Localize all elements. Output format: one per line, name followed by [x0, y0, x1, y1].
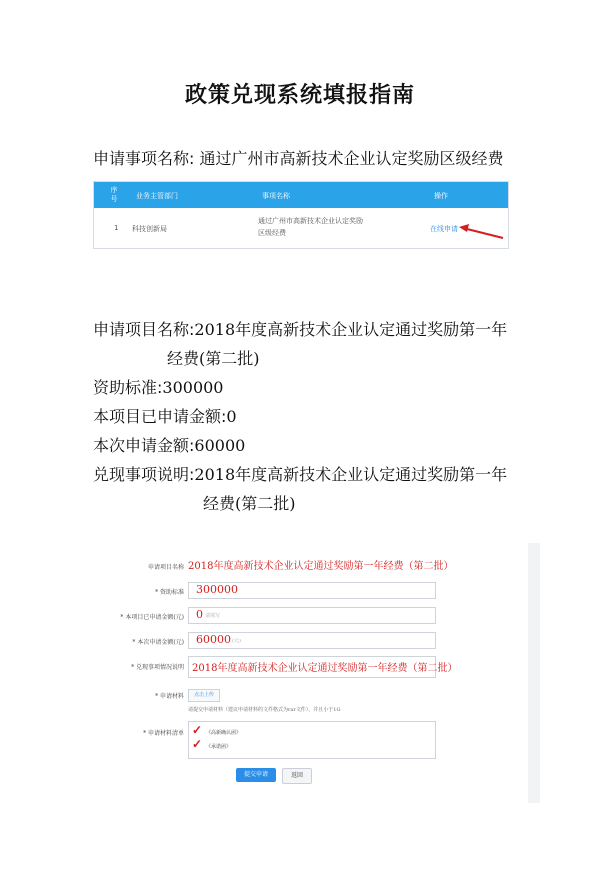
header-seq: 序号: [110, 186, 118, 203]
form-current-label: * 本次申请金额(元): [132, 639, 184, 646]
row-name-1: 通过广州市高新技术企业认定奖励: [258, 217, 363, 225]
header-op: 操作: [434, 192, 448, 200]
items-table: [93, 181, 509, 249]
project-value-2: 经费(第二批): [167, 349, 260, 368]
check-icon: ✓: [192, 737, 203, 751]
red-arrow-icon: [455, 220, 505, 242]
checklist-box: [188, 721, 436, 759]
upload-note: 请提交申请材料（建议申请材料的文件格式为rar文件），并且小于1G: [188, 707, 341, 713]
form-project-value: 2018年度高新技术企业认定通过奖励第一年经费（第二批）: [188, 561, 454, 572]
checklist-item-1: 《高新确认函》: [206, 730, 242, 736]
back-button[interactable]: 返回: [282, 768, 312, 784]
row-seq: 1: [114, 224, 119, 232]
check-icon: ✓: [192, 723, 203, 737]
applied-hint: 请填写: [205, 613, 221, 619]
applied-label: 本项目已申请金额:: [93, 407, 227, 426]
applied-value: 0: [226, 407, 237, 426]
desc-value-1: 2018年度高新技术企业认定通过奖励第一年: [194, 465, 508, 484]
current-hint: (元): [232, 638, 241, 644]
desc-line-1: [93, 462, 507, 485]
table-header: [94, 182, 508, 208]
form-applied-value: 0: [196, 608, 203, 621]
upload-button[interactable]: 点击上传: [188, 689, 220, 702]
applied-input[interactable]: [188, 607, 436, 624]
current-value: 60000: [194, 436, 246, 455]
desc-label: 兑现事项说明:: [93, 465, 195, 484]
applied-line: [93, 404, 237, 427]
standard-value: 300000: [162, 378, 224, 397]
form-checklist-label: * 申请材料清单: [143, 730, 184, 737]
form-desc-label: * 兑现事项情况说明: [131, 664, 184, 671]
standard-line: [93, 375, 223, 398]
row-dept: 科技创新局: [132, 225, 167, 233]
item-name-label: 申请事项名称:: [93, 149, 195, 168]
form-applied-label: * 本项目已申请金额(元): [120, 614, 184, 621]
form-current-value: 60000: [196, 633, 231, 646]
project-label: 申请项目名称:: [93, 320, 195, 339]
row-name-2: 区级经费: [258, 229, 286, 237]
form-project-label: 申请项目名称: [147, 564, 184, 571]
table-row: [94, 208, 508, 248]
submit-button[interactable]: 提交申请: [236, 768, 276, 782]
page-title: 政策兑现系统填报指南: [184, 83, 415, 108]
item-name-line: [93, 146, 504, 169]
project-value-1: 2018年度高新技术企业认定通过奖励第一年: [194, 320, 508, 339]
form-desc-value: 2018年度高新技术企业认定通过奖励第一年经费（第二批）: [192, 663, 458, 674]
header-dept: 业务主管部门: [136, 192, 178, 200]
current-label: 本次申请金额:: [93, 436, 195, 455]
form-material-label: * 申请材料: [155, 693, 184, 700]
standard-label: 资助标准:: [93, 378, 163, 397]
form-standard-label: * 资助标准: [155, 589, 184, 596]
form-standard-value: 300000: [196, 583, 238, 596]
checklist-item-2: 《承诺函》: [206, 744, 232, 750]
apply-online-link[interactable]: 在线申请: [430, 225, 458, 233]
desc-value-2: 经费(第二批): [203, 494, 296, 513]
header-name: 事项名称: [262, 192, 290, 200]
item-name-value: 通过广州市高新技术企业认定奖励区级经费: [199, 149, 504, 168]
current-line: [93, 433, 245, 456]
project-line-1: [93, 317, 507, 340]
